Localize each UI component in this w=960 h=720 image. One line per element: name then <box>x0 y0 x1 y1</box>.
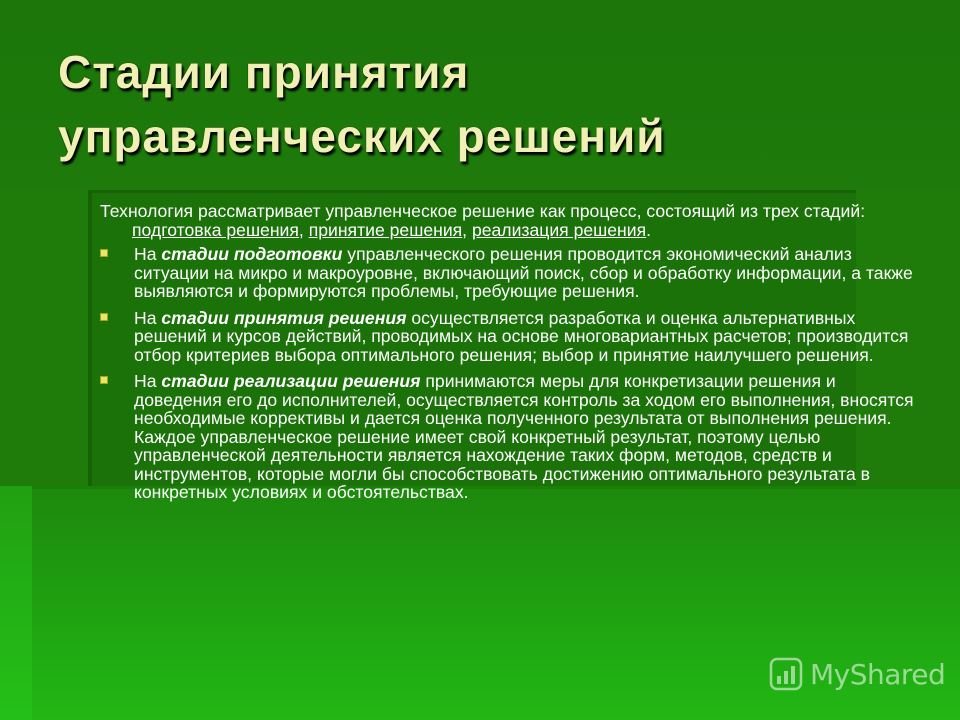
intro-paragraph <box>100 202 920 239</box>
square-bullet-icon <box>100 313 108 321</box>
stage-link-adoption: принятие решения <box>308 219 463 240</box>
title-line-2: управленческих решений <box>58 110 666 162</box>
bullet-pre: На <box>134 307 162 328</box>
bullet-item-preparation <box>100 245 920 301</box>
slide-title <box>58 40 918 168</box>
bullet-emphasis: стадии реализации решения <box>161 371 421 391</box>
intro-separator-2: , <box>462 219 472 240</box>
myshared-logo-icon <box>768 656 804 692</box>
background-divider-vertical <box>88 190 92 486</box>
bullet-emphasis: стадии подготовки <box>161 244 343 264</box>
bullet-text: осуществляется разработка и оценка альтернативных решений и курсов действий, проводимых на основе многовариантных расчетов; производится отбор критериев выбора оптимального решения; выбор и принятие наилучшего решения. <box>134 307 909 365</box>
slide-body <box>100 202 920 510</box>
bullet-pre: На <box>134 244 162 264</box>
background-divider-horizontal <box>88 190 856 193</box>
stage-link-preparation: подготовка решения, <box>132 219 304 240</box>
title-line-1: Стадии принятия <box>58 46 470 98</box>
watermark-text: MyShared <box>810 657 946 691</box>
stage-link-implementation: реализация решения <box>471 219 647 240</box>
watermark <box>768 654 945 694</box>
intro-end: . <box>646 219 652 240</box>
bullet-item-adoption <box>100 309 920 365</box>
bullet-pre: На <box>134 371 162 391</box>
background-bottom-left <box>0 486 32 720</box>
intro-lead: Технология рассматривает управленческое решение как процесс, состоящий из трех стадий: <box>100 201 866 221</box>
bullet-text: принимаются меры для конкретизации решения и доведения его до исполнителей, осуществляется контроль за ходом его выполнения, вносятся необходимые коррективы и дается оценка полученного результата от выполнения решения. Каждое управленческое решение имеет свой конкретный результат, поэтому целью управленческой деятельности является нахождение таких форм, методов, средств и инструментов, которые могли бы способствовать достижению оптимального результата в конкретных условиях и обстоятельствах. <box>134 371 914 502</box>
bullet-text: управленческого решения проводится экономический анализ ситуации на микро и макроуровне, включающий поиск, сбор и обработку информации, а также выявляются и формируются проблемы, требующие решения. <box>134 244 913 301</box>
bullet-emphasis: стадии принятия решения <box>161 307 407 328</box>
bullet-item-implementation <box>100 372 920 502</box>
square-bullet-icon <box>100 376 108 384</box>
square-bullet-icon <box>100 249 108 257</box>
